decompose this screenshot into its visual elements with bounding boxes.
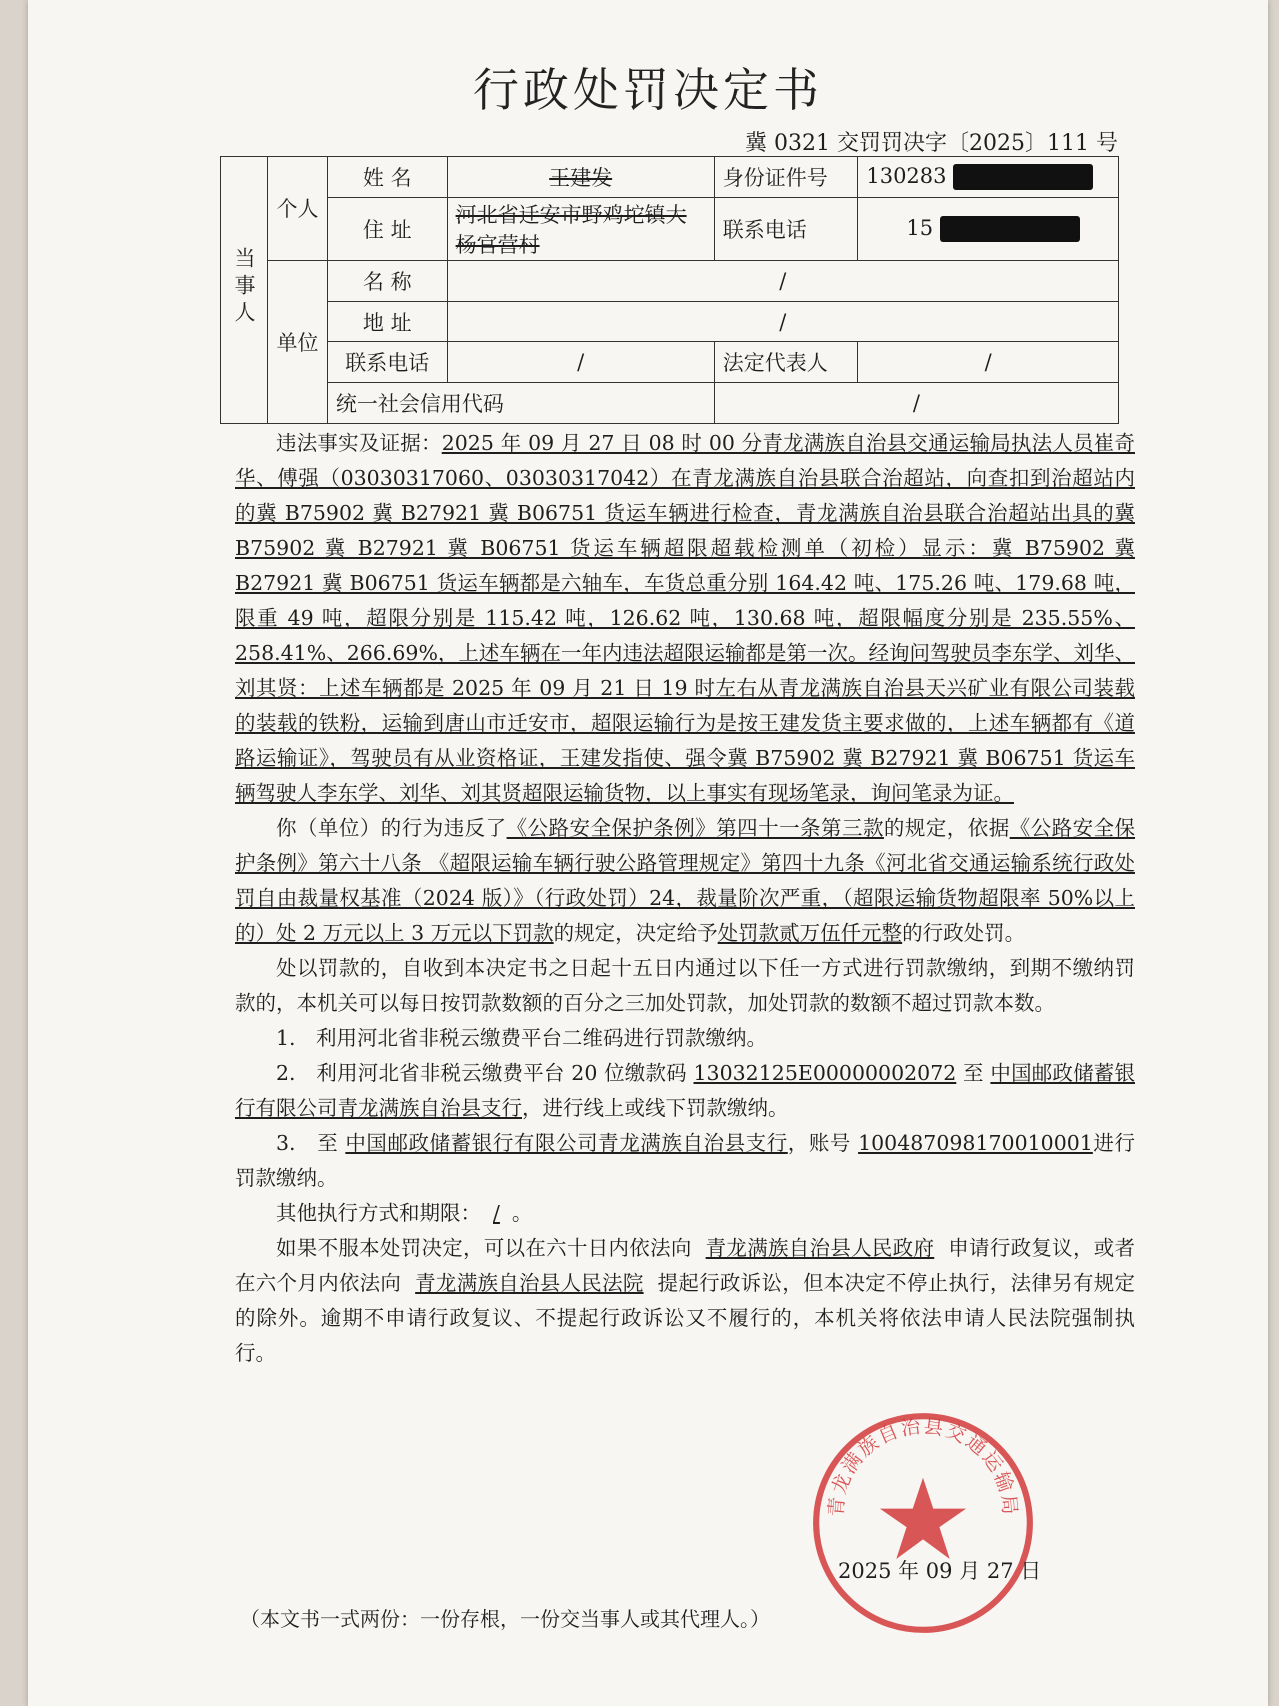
phone-label: 联系电话 bbox=[714, 197, 858, 260]
address-value: 河北省迁安市野鸡坨镇大杨官营村 bbox=[447, 197, 714, 260]
name-value: 王建发 bbox=[447, 157, 714, 198]
facts-label: 违法事实及证据： bbox=[276, 431, 442, 455]
unit-phone-value: / bbox=[447, 342, 714, 383]
document-body bbox=[235, 426, 1135, 1371]
document-page bbox=[28, 0, 1268, 1706]
id-value: 130283 bbox=[858, 157, 1119, 198]
footer-note: （本文书一式两份：一份存根，一份交当事人或其代理人。） bbox=[240, 1607, 770, 1631]
redaction-bar bbox=[940, 216, 1080, 242]
legal-basis: 《公路安全保护条例》第六十八条 《超限运输车辆行驶公路管理规定》第四十九条《河北省交通运输系统行政处罚自由裁量权基准（2024 版）》（行政处罚）24，裁量阶次严重，（超限运输货物超限率 50%以上的）处 2 万元以上 3 万元以下罚款 bbox=[235, 816, 1136, 945]
svg-text:青龙满族自治县交通运输局: 青龙满族自治县交通运输局 bbox=[824, 1414, 1022, 1518]
legal-rep-label: 法定代表人 bbox=[714, 342, 858, 383]
address-label: 住 址 bbox=[327, 197, 447, 260]
redaction-bar bbox=[953, 164, 1093, 190]
account-number: 100487098170010001 bbox=[858, 1131, 1093, 1155]
facts-text: 2025 年 09 月 27 日 08 时 00 分青龙满族自治县交通运输局执法人员崔奇华、傅强（03030317060、03030317042）在青龙满族自治县联合治超站，向查扣到治超站内的冀 B75902 冀 B27921 冀 B06751 货运车辆进行检查，青龙满族自治县联合治超站出具的冀 B75902 冀 B27921 冀 B06751 货运车辆超限超载检测单（初检）显示：冀 B75902 冀 B27921 冀 B06751 货运车辆都是六轴车，车货总重分别 164.42 吨、175.26 吨、179.68 吨，限重 49 吨，超限分别是 115.42 吨，126.62 吨，130.68 吨，超限幅度分别是 235.55%、258.41%、266.69%，上述车辆在一年内违法超限运输都是第一次。经询问驾驶员李东学、刘华、刘其贤：上述车辆都是 2025 年 09 月 21 日 19 时左右从青龙满族自治县天兴矿业有限公司装载的装载的铁粉，运输到唐山市迁安市，超限运输行为是按王建发货主要求做的，上述车辆都有《道路运输证》，驾驶员有从业资格证，王建发指使、强令冀 B75902 冀 B27921 冀 B06751 货运车辆驾驶人李东学、刘华、刘其贤超限运输货物，以上事实有现场笔录，询问笔录为证。 bbox=[235, 431, 1135, 805]
violation-paragraph: 你（单位）的行为违反了《公路安全保护条例》第四十一条第三款的规定，依据《公路安全保护条例》第六十八条 《超限运输车辆行驶公路管理规定》第四十九条《河北省交通运输系统行政处罚自由裁量权基准（2024 版）》（行政处罚）24，裁量阶次严重，（超限运输货物超限率 50%以上的）处 2 万元以上 3 万元以下罚款的规定，决定给予处罚款贰万伍仟元整的行政处罚。 bbox=[235, 816, 1136, 945]
issue-date: 2025 年 09 月 27 日 bbox=[838, 1559, 1042, 1583]
official-seal bbox=[810, 1410, 1036, 1636]
payment-intro: 处以罚款的，自收到本决定书之日起十五日内通过以下任一方式进行罚款缴纳，到期不缴纳罚款的，本机关可以每日按罚款数额的百分之三加处罚款，加处罚款的数额不超过罚款本数。 bbox=[235, 956, 1135, 1015]
page-title: 行政处罚决定书 bbox=[473, 63, 823, 117]
document-number: 冀 0321 交罚罚决字〔2025〕111 号 bbox=[745, 131, 1118, 156]
payment-item-3: 3. 至 中国邮政储蓄银行有限公司青龙满族自治县支行，账号 100487098170010001进行罚款缴纳。 bbox=[235, 1131, 1135, 1190]
unit-phone-label: 联系电话 bbox=[327, 342, 447, 383]
party-info-table bbox=[220, 156, 1119, 424]
id-label: 身份证件号 bbox=[714, 157, 858, 198]
payment-item-1: 1. 利用河北省非税云缴费平台二维码进行罚款缴纳。 bbox=[276, 1026, 768, 1050]
appeal-paragraph: 如果不服本处罚决定，可以在六十日内依法向 青龙满族自治县人民政府 申请行政复议，或者在六个月内依法向 青龙满族自治县人民法院 提起行政诉讼，但本决定不停止执行，法律另有规定的除外。逾期不申请行政复议、不提起行政诉讼又不履行的，本机关将依法申请人民法院强制执行。 bbox=[235, 1236, 1136, 1365]
payment-item-2: 2. 利用河北省非税云缴费平台 20 位缴款码 13032125E00000002072 至 中国邮政储蓄银行有限公司青龙满族自治县支行，进行线上或线下罚款缴纳。 bbox=[235, 1061, 1135, 1120]
phone-value: 15 bbox=[858, 197, 1119, 260]
penalty-decision: 处罚款贰万伍仟元整 bbox=[717, 921, 903, 945]
payment-bank-3: 中国邮政储蓄银行有限公司青龙满族自治县支行 bbox=[345, 1131, 788, 1155]
violated-law: 《公路安全保护条例》第四十一条第三款 bbox=[506, 816, 884, 840]
facts-paragraph bbox=[235, 426, 1135, 811]
credit-code-value: / bbox=[714, 383, 1118, 424]
unit-address-label: 地 址 bbox=[327, 301, 447, 342]
court-name: 青龙满族自治县人民法院 bbox=[415, 1271, 644, 1295]
individual-label: 个人 bbox=[268, 157, 328, 261]
unit-address-value: / bbox=[447, 301, 1118, 342]
credit-code-label: 统一社会信用代码 bbox=[327, 383, 714, 424]
party-label: 当事人 bbox=[221, 157, 268, 424]
unit-label: 单位 bbox=[268, 260, 328, 423]
payment-code: 13032125E00000002072 bbox=[693, 1061, 957, 1085]
unit-name-label: 名 称 bbox=[327, 260, 447, 301]
unit-name-value: / bbox=[447, 260, 1118, 301]
name-label: 姓 名 bbox=[327, 157, 447, 198]
review-authority: 青龙满族自治县人民政府 bbox=[705, 1236, 935, 1260]
payment-bank: 中国邮政储蓄银行有限公司青龙满族自治县支行 bbox=[235, 1061, 1135, 1120]
legal-rep-value: / bbox=[858, 342, 1119, 383]
other-enforcement: 其他执行方式和期限： / 。 bbox=[276, 1201, 533, 1225]
